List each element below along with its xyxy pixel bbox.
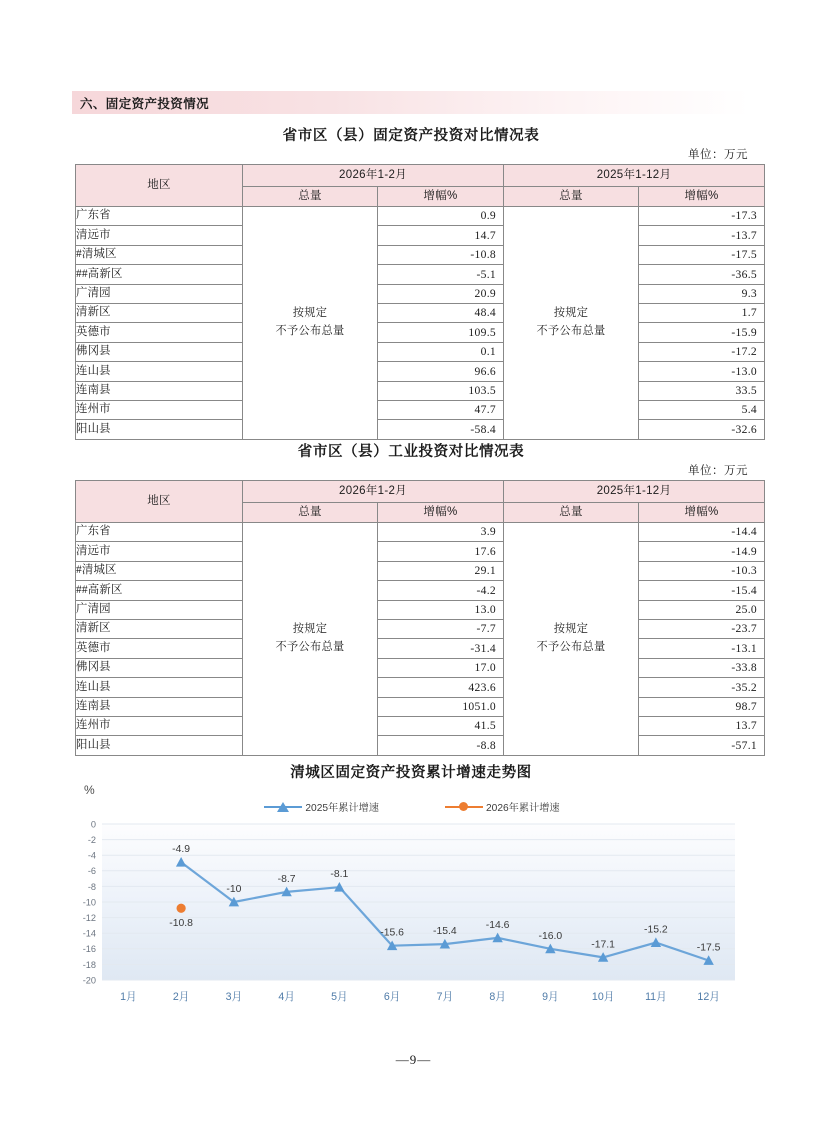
table-row: [76, 716, 765, 735]
growth-current-cell: 109.5: [378, 323, 504, 342]
growth-prev-cell: -13.0: [639, 362, 765, 381]
chart-data-label: -14.6: [485, 919, 510, 931]
table2-header-total-prev: 总量: [504, 503, 639, 523]
region-cell: 英德市: [76, 323, 243, 342]
withheld-note-line: 按规定: [292, 307, 328, 320]
chart-y-tick-label: 0: [90, 819, 96, 830]
growth-current-cell: 17.0: [378, 658, 504, 677]
table2-unit: 单位：万元: [688, 465, 748, 477]
withheld-note-line: 不予公布总量: [275, 640, 345, 653]
growth-current-cell: 3.9: [378, 523, 504, 542]
table-row: [76, 639, 765, 658]
growth-prev-cell: 1.7: [639, 303, 765, 322]
withheld-note-line: 按规定: [292, 623, 328, 636]
chart-y-tick-label: -4: [87, 850, 96, 861]
chart-y-tick-label: -14: [82, 928, 96, 939]
chart-y-tick-label: -2: [87, 835, 96, 845]
region-cell: 连山县: [76, 362, 243, 381]
table1-header-period-prev: 2025年1-12月: [504, 165, 765, 187]
chart-data-label: -10: [226, 884, 242, 895]
table-row: [76, 303, 765, 322]
section-heading: 六、固定资产投资情况: [80, 97, 210, 111]
growth-prev-cell: -23.7: [639, 619, 765, 638]
growth-current-cell: 47.7: [378, 400, 504, 419]
industrial-investment-table: [75, 480, 765, 756]
table-row: [76, 245, 765, 264]
region-cell: #清城区: [76, 245, 243, 264]
region-cell: 广清园: [76, 600, 243, 619]
chart-x-tick-label: 1月: [120, 991, 137, 1003]
table-row: [76, 581, 765, 600]
region-cell: 佛冈县: [76, 342, 243, 361]
table-row: [76, 523, 765, 542]
withheld-note-line: 不予公布总量: [275, 324, 345, 337]
chart-title: 清城区固定资产投资累计增速走势图: [290, 765, 532, 781]
growth-prev-cell: 25.0: [639, 600, 765, 619]
table-row: [76, 619, 765, 638]
table2-header-region: 地区: [76, 481, 243, 523]
growth-prev-cell: -14.9: [639, 542, 765, 561]
table-row: [76, 342, 765, 361]
chart-y-tick-label: -8: [87, 881, 96, 892]
growth-current-cell: 103.5: [378, 381, 504, 400]
growth-current-cell: -4.2: [378, 581, 504, 600]
table-row: [76, 658, 765, 677]
table2-header-growth-prev: 增幅%: [639, 503, 765, 523]
withheld-note-line: 不予公布总量: [536, 324, 606, 337]
chart-x-tick-label: 7月: [436, 991, 454, 1003]
chart-data-label: -15.2: [644, 924, 668, 936]
region-cell: 连州市: [76, 400, 243, 419]
region-cell: 广清园: [76, 284, 243, 303]
table1-header-growth-prev: 增幅%: [639, 187, 765, 207]
table-row: [76, 420, 765, 439]
table-row: [76, 226, 765, 245]
growth-current-cell: 96.6: [378, 362, 504, 381]
region-cell: 广东省: [76, 523, 243, 542]
region-cell: 阳山县: [76, 736, 243, 755]
chart-x-tick-label: 2月: [172, 991, 190, 1003]
region-cell: #清城区: [76, 561, 243, 580]
table1-header-total-prev: 总量: [504, 187, 639, 207]
chart-data-label: -15.6: [380, 927, 404, 939]
chart-data-label: -8.1: [330, 869, 349, 881]
growth-prev-cell: -17.3: [639, 207, 765, 226]
withheld-total-prev: [504, 523, 639, 756]
table1-header-region: 地区: [76, 165, 243, 207]
table-row: [76, 600, 765, 619]
withheld-note-line: 不予公布总量: [536, 640, 606, 653]
chart-y-tick-label: -18: [82, 959, 96, 970]
growth-current-cell: 0.1: [378, 342, 504, 361]
legend-label-2026: 2026年累计增速: [486, 803, 560, 814]
growth-prev-cell: -14.4: [639, 523, 765, 542]
growth-prev-cell: -17.2: [639, 342, 765, 361]
chart-data-point[interactable]: [177, 904, 186, 913]
growth-prev-cell: 9.3: [639, 284, 765, 303]
withheld-total-current: [243, 523, 378, 756]
table2-header-period-current: 2026年1-2月: [243, 481, 504, 503]
growth-prev-cell: 98.7: [639, 697, 765, 716]
growth-current-cell: 423.6: [378, 678, 504, 697]
region-cell: 广东省: [76, 207, 243, 226]
growth-prev-cell: -32.6: [639, 420, 765, 439]
growth-prev-cell: -17.5: [639, 245, 765, 264]
fixed-asset-investment-table: [75, 164, 765, 440]
chart-x-tick-label: 6月: [383, 991, 401, 1003]
table2-header-total-current: 总量: [243, 503, 378, 523]
table1-body: [76, 207, 765, 440]
growth-current-cell: -8.8: [378, 736, 504, 755]
table2-body: [76, 523, 765, 756]
withheld-note-line: 按规定: [553, 623, 589, 636]
region-cell: 清远市: [76, 226, 243, 245]
growth-current-cell: 1051.0: [378, 697, 504, 716]
chart-x-tick-label: 3月: [225, 991, 243, 1003]
withheld-note-line: 按规定: [553, 307, 589, 320]
table-row: [76, 207, 765, 226]
chart-data-label: -8.7: [277, 873, 296, 885]
growth-prev-cell: 13.7: [639, 716, 765, 735]
table-row: [76, 265, 765, 284]
table1-header-period-current: 2026年1-2月: [243, 165, 504, 187]
table1-title: 省市区（县）固定资产投资对比情况表: [282, 128, 540, 144]
chart-x-tick-label: 10月: [591, 991, 615, 1003]
table-row: [76, 542, 765, 561]
chart-y-tick-label: -12: [82, 913, 96, 923]
region-cell: ##高新区: [76, 265, 243, 284]
chart-x-tick-label: 8月: [489, 991, 506, 1003]
legend-label-2025: 2025年累计增速: [305, 803, 379, 814]
growth-current-cell: -31.4: [378, 639, 504, 658]
growth-current-cell: 14.7: [378, 226, 504, 245]
chart-x-tick-label: 5月: [331, 991, 348, 1003]
growth-current-cell: 17.6: [378, 542, 504, 561]
table1-header-growth-current: 增幅%: [378, 187, 504, 207]
page-number: —9—: [395, 1052, 432, 1067]
chart-data-label: -4.9: [172, 844, 191, 856]
region-cell: 连南县: [76, 381, 243, 400]
chart-y-tick-label: -16: [82, 944, 96, 955]
growth-prev-cell: -13.7: [639, 226, 765, 245]
chart-x-tick-label: 4月: [278, 991, 295, 1003]
withheld-total-current: [243, 207, 378, 440]
growth-prev-cell: -33.8: [639, 658, 765, 677]
chart-data-label: -17.1: [591, 939, 615, 951]
withheld-total-prev: [504, 207, 639, 440]
table1-unit: 单位：万元: [688, 149, 748, 161]
chart-data-label: -16.0: [538, 930, 563, 942]
chart-y-axis-unit: %: [84, 783, 95, 797]
table-row: [76, 284, 765, 303]
region-cell: 连山县: [76, 678, 243, 697]
growth-prev-cell: -15.9: [639, 323, 765, 342]
chart-y-tick-label: -10: [82, 897, 96, 908]
table2-title: 省市区（县）工业投资对比情况表: [297, 444, 525, 460]
growth-current-cell: 41.5: [378, 716, 504, 735]
growth-current-cell: 0.9: [378, 207, 504, 226]
region-cell: 佛冈县: [76, 658, 243, 677]
table2-header-period-prev: 2025年1-12月: [504, 481, 765, 503]
chart-data-label: -15.4: [433, 926, 457, 938]
table1-header-total-current: 总量: [243, 187, 378, 207]
growth-prev-cell: -13.1: [639, 639, 765, 658]
growth-current-cell: 48.4: [378, 303, 504, 322]
section-header-bar: [72, 91, 750, 114]
chart-data-label: -17.5: [696, 942, 721, 954]
growth-current-cell: -5.1: [378, 265, 504, 284]
region-cell: 阳山县: [76, 420, 243, 439]
table-row: [76, 697, 765, 716]
region-cell: 连州市: [76, 716, 243, 735]
growth-current-cell: 13.0: [378, 600, 504, 619]
growth-current-cell: -10.8: [378, 245, 504, 264]
region-cell: ##高新区: [76, 581, 243, 600]
growth-prev-cell: -15.4: [639, 581, 765, 600]
chart-plot-svg: [72, 783, 750, 1023]
growth-prev-cell: -10.3: [639, 561, 765, 580]
region-cell: 英德市: [76, 639, 243, 658]
table-row: [76, 736, 765, 755]
table2-header-growth-current: 增幅%: [378, 503, 504, 523]
growth-prev-cell: -35.2: [639, 678, 765, 697]
chart-y-tick-label: -6: [87, 866, 96, 877]
growth-current-cell: 20.9: [378, 284, 504, 303]
chart-y-tick-label: -20: [82, 975, 96, 986]
growth-current-cell: -58.4: [378, 420, 504, 439]
table-row: [76, 678, 765, 697]
growth-prev-cell: 33.5: [639, 381, 765, 400]
growth-prev-cell: 5.4: [639, 400, 765, 419]
investment-growth-line-chart: [72, 783, 750, 1023]
table-row: [76, 323, 765, 342]
growth-prev-cell: -57.1: [639, 736, 765, 755]
chart-x-tick-label: 9月: [542, 991, 559, 1003]
region-cell: 清新区: [76, 619, 243, 638]
chart-x-tick-label: 12月: [697, 991, 720, 1003]
growth-prev-cell: -36.5: [639, 265, 765, 284]
table-row: [76, 362, 765, 381]
growth-current-cell: 29.1: [378, 561, 504, 580]
table-row: [76, 381, 765, 400]
chart-data-label: -10.8: [169, 918, 193, 930]
region-cell: 连南县: [76, 697, 243, 716]
table-row: [76, 561, 765, 580]
growth-current-cell: -7.7: [378, 619, 504, 638]
table-row: [76, 400, 765, 419]
region-cell: 清远市: [76, 542, 243, 561]
chart-x-tick-label: 11月: [645, 991, 667, 1003]
region-cell: 清新区: [76, 303, 243, 322]
